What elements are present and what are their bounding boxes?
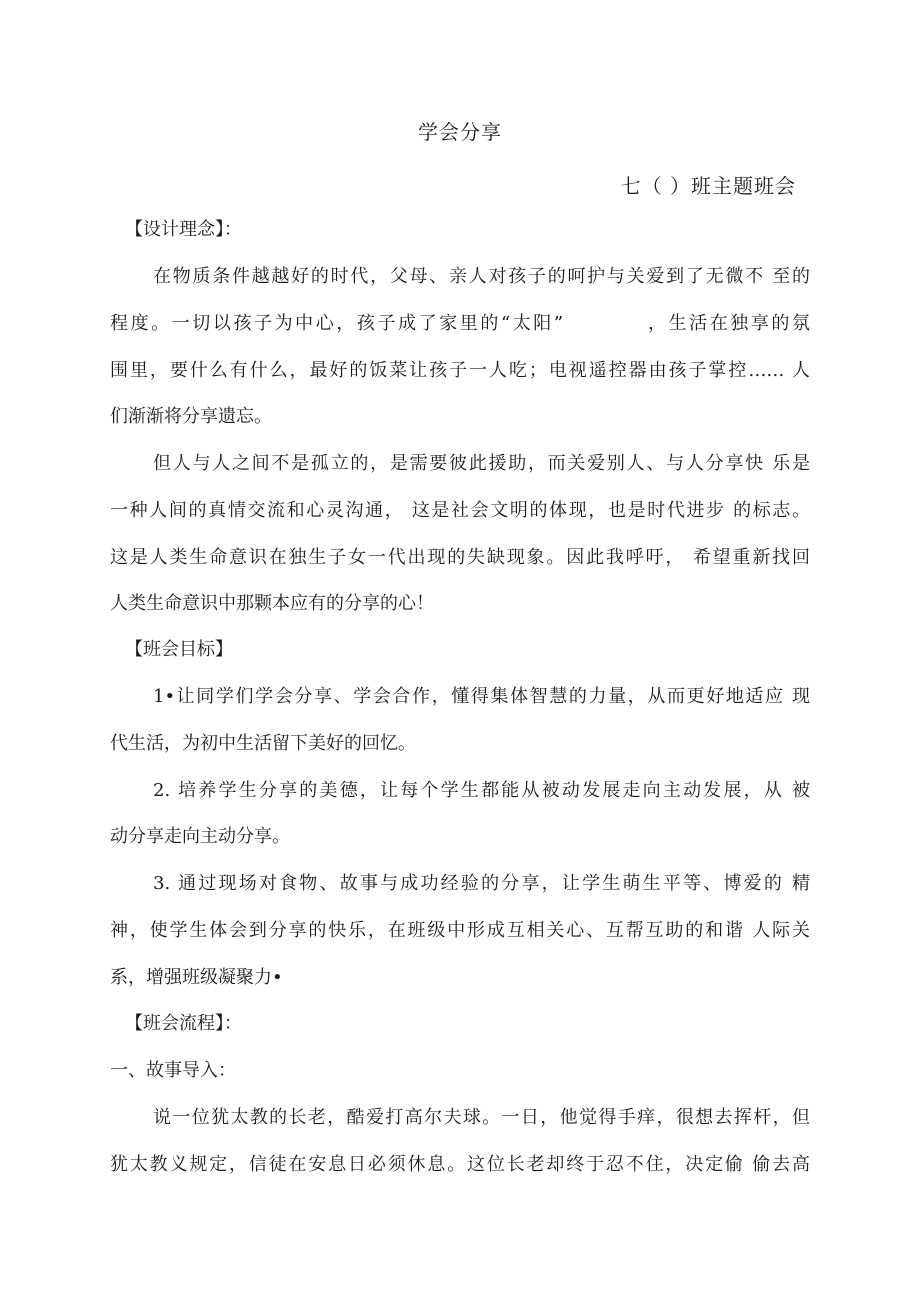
goal-line: 3. 通过现场对食物、故事与成功经验的分享，让学生萌生平等、博爱的 精 — [153, 873, 810, 894]
document-subtitle: 七（ ）班主题班会 — [620, 174, 796, 198]
goal-line: 2. 培养学生分享的美德，让每个学生都能从被动发展走向主动发展，从 被 — [153, 780, 810, 801]
paragraph-line: 围里，要什么有什么，最好的饭菜让孩子一人吃；电视遥控器由孩子掌控…… 人 — [110, 360, 810, 381]
section-heading-goal: 【班会目标】 — [125, 639, 233, 660]
document-title: 学会分享 — [418, 120, 502, 144]
paragraph-line: 一种人间的真情交流和心灵沟通， 这是社会文明的体现，也是时代进步 的标志。 — [110, 500, 810, 521]
paragraph-line: 这是人类生命意识在独生子女一代出现的失缺现象。因此我呼吁， 希望重新找回 — [110, 547, 810, 568]
section-heading-design: 【设计理念】： — [125, 219, 242, 240]
goal-line: 动分享走向主动分享。 — [110, 826, 290, 847]
goal-line: 代生活，为初中生活留下美好的回忆。 — [110, 733, 416, 754]
paragraph-line: 人类生命意识中那颗本应有的分享的心！ — [110, 593, 434, 614]
step-heading: 一、故事导入： — [110, 1060, 236, 1081]
goal-line: 1•让同学们学会分享、学会合作，懂得集体智慧的力量，从而更好地适应 现 — [153, 686, 810, 707]
story-line: 犹太教义规定，信徒在安息日必须休息。这位长老却终于忍不住，决定偷 偷去高 — [110, 1154, 810, 1175]
goal-line: 系，增强班级凝聚力• — [110, 967, 283, 988]
goal-line: 神，使学生体会到分享的快乐，在班级中形成互相关心、互帮互助的和谐 人际关 — [110, 920, 810, 941]
paragraph-line: 在物质条件越越好的时代，父母、亲人对孩子的呵护与关爱到了无微不 至的 — [153, 266, 810, 287]
paragraph-line: 们渐渐将分享遗忘。 — [110, 406, 272, 427]
story-line: 说一位犹太教的长老，酷爱打高尔夫球。一日，他觉得手痒，很想去挥杆，但 — [153, 1107, 810, 1128]
paragraph-line: 但人与人之间不是孤立的，是需要彼此援助，而关爱别人、与人分享快 乐是 — [153, 453, 810, 474]
paragraph-line: 程度。一切以孩子为中心，孩子成了家里的“太阳” ，生活在独享的氛 — [110, 313, 810, 334]
section-heading-flow: 【班会流程】： — [125, 1013, 242, 1034]
